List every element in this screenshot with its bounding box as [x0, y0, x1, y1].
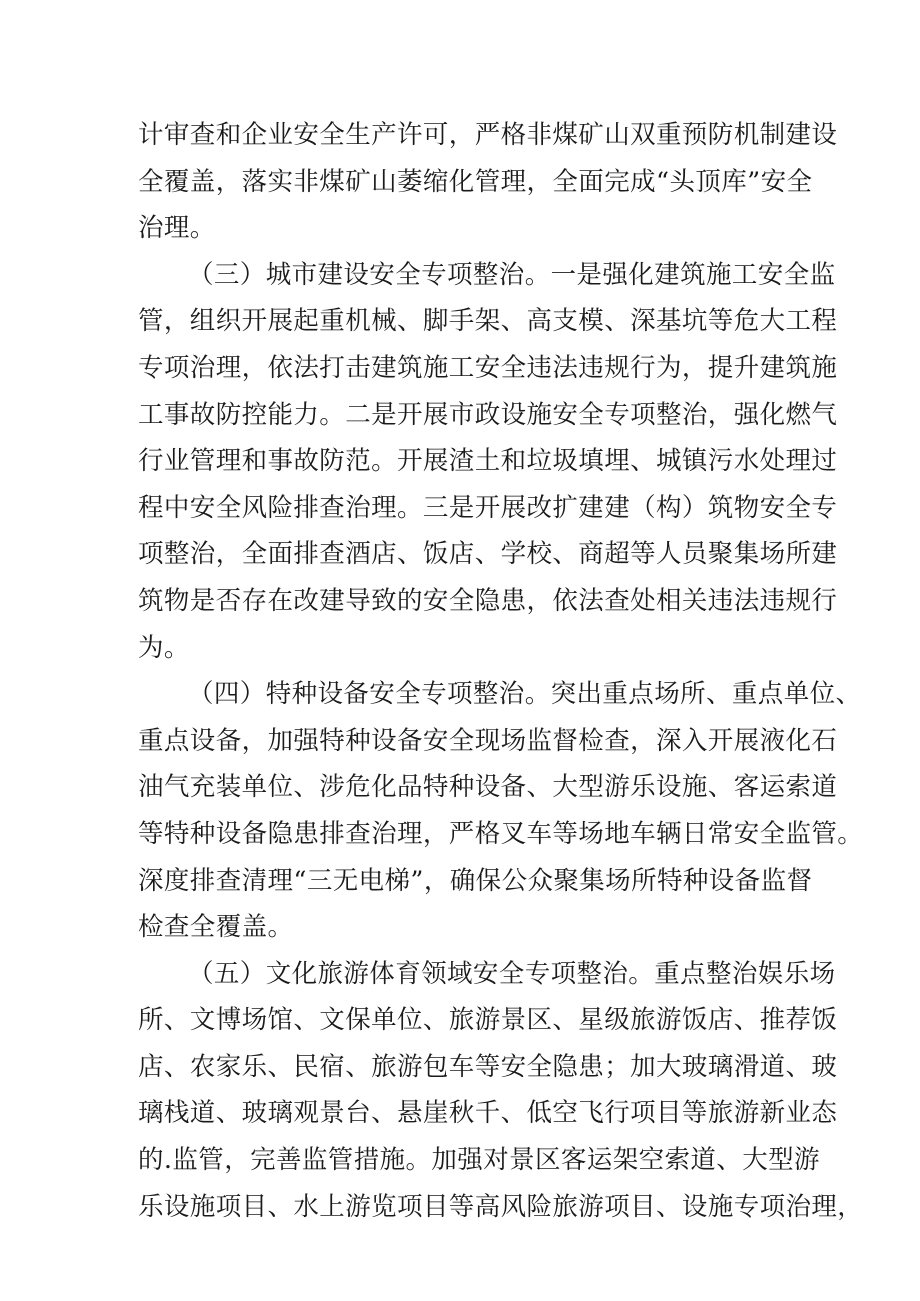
text-line: 程中安全风险排查治理。三是开展改扩建建（构）筑物安全专 — [138, 492, 838, 523]
document-body — [138, 112, 864, 1230]
text-line: 工事故防控能力。二是开展市政设施安全专项整治，强化燃气 — [138, 399, 838, 430]
text-line: 筑物是否存在改建导致的安全隐患，依法查处相关违法违规行 — [138, 585, 838, 616]
text-line: 璃栈道、玻璃观景台、悬崖秋千、低空飞行项目等旅游新业态 — [138, 1098, 838, 1129]
text-line: 的.监管，完善监管措施。加强对景区客运架空索道、大型游 — [138, 1145, 820, 1176]
text-line: 乐设施项目、水上游览项目等高风险旅游项目、设施专项治理， — [138, 1191, 864, 1222]
text-line: 检查全覆盖。 — [138, 912, 294, 943]
text-line: 油气充装单位、涉危化品特种设备、大型游乐设施、客运索道 — [138, 772, 838, 803]
text-line: 深度排查清理“三无电梯”，确保公众聚集场所特种设备监督 — [138, 865, 813, 896]
text-line: 管，组织开展起重机械、脚手架、高支模、深基坑等危大工程 — [138, 306, 838, 337]
text-line: 治理。 — [138, 213, 216, 244]
text-line: 重点设备，加强特种设备安全现场监督检查，深入开展液化石 — [138, 725, 838, 756]
paragraph-continuation — [138, 112, 838, 252]
text-line: 计审查和企业安全生产许可，严格非煤矿山双重预防机制建设 — [138, 120, 838, 150]
text-line: （四）特种设备安全专项整治。突出重点场所、重点单位、 — [188, 679, 862, 710]
text-line: 全覆盖，落实非煤矿山萎缩化管理，全面完成“头顶库”安全 — [138, 166, 813, 197]
text-line: 店、农家乐、民宿、旅游包车等安全隐患；加大玻璃滑道、玻 — [138, 1051, 838, 1082]
text-line: 所、文博场馆、文保单位、旅游景区、星级旅游饭店、推荐饭 — [138, 1005, 838, 1036]
text-line: （五）文化旅游体育领域安全专项整治。重点整治娱乐场 — [188, 958, 836, 989]
text-line: 等特种设备隐患排查治理，严格叉车等场地车辆日常安全监管。 — [138, 818, 864, 849]
paragraph-urban-construction — [138, 252, 838, 671]
paragraph-special-equipment — [138, 671, 864, 951]
text-line: （三）城市建设安全专项整治。一是强化建筑施工安全监 — [188, 259, 836, 290]
text-line: 为。 — [138, 632, 190, 663]
text-line: 专项治理，依法打击建筑施工安全违法违规行为，提升建筑施 — [138, 352, 838, 383]
paragraph-culture-tourism — [138, 951, 864, 1231]
text-line: 项整治，全面排查酒店、饭店、学校、商超等人员聚集场所建 — [138, 539, 838, 570]
text-line: 行业管理和事故防范。开展渣土和垃圾填埋、城镇污水处理过 — [138, 446, 838, 477]
